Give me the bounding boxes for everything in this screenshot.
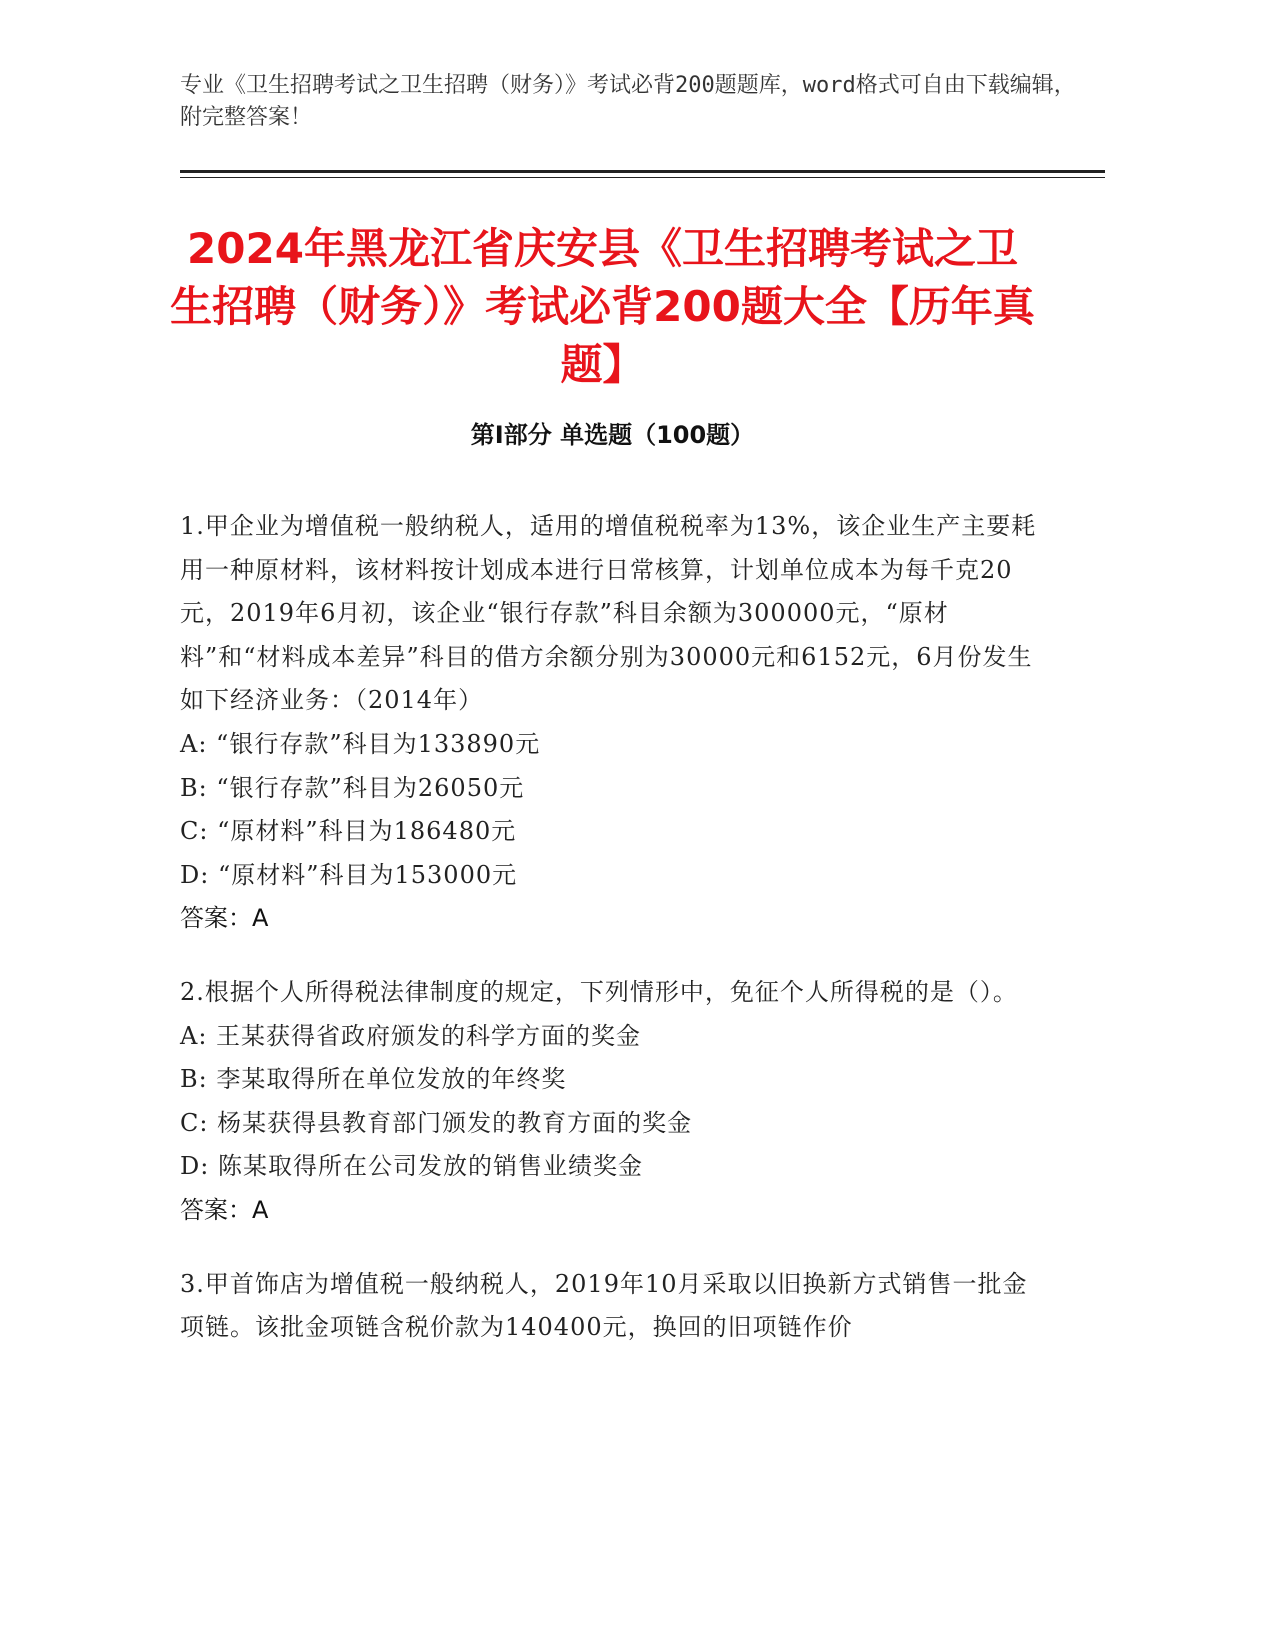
answer: 答案：A [180, 904, 269, 933]
question-1 [180, 505, 1040, 941]
option-b: B: “银行存款”科目为26050元 [180, 773, 525, 802]
question-text: 2.根据个人所得税法律制度的规定，下列情形中，免征个人所得税的是（）。 [180, 977, 1018, 1006]
question-2 [180, 971, 1040, 1233]
option-a: A: “银行存款”科目为133890元 [180, 729, 541, 758]
option-b: B: 李某取得所在单位发放的年终奖 [180, 1065, 567, 1094]
option-a: A: 王某获得省政府颁发的科学方面的奖金 [180, 1021, 642, 1050]
answer: 答案：A [180, 1195, 269, 1224]
question-list [180, 505, 1040, 1380]
header-rule-thick [180, 170, 1105, 173]
question-3 [180, 1263, 1040, 1350]
option-c: C: 杨某获得县教育部门颁发的教育方面的奖金 [180, 1108, 693, 1137]
section-title: 第I部分 单选题（100题） [470, 421, 755, 449]
question-text: 1.甲企业为增值税一般纳税人，适用的增值税税率为13%，该企业生产主要耗用一种原材料，该材料按计划成本进行日常核算，计划单位成本为每千克20元，2019年6月初，该企业“银行存款”科目余额为300000元，“原材料”和“材料成本差异”科目的借方余额分别为30000元和6152元，6月份发生如下经济业务：（2014年） [180, 512, 1037, 715]
option-d: D: “原材料”科目为153000元 [180, 860, 518, 889]
question-text: 3.甲首饰店为增值税一般纳税人，2019年10月采取以旧换新方式销售一批金项链。该批金项链含税价款为140400元，换回的旧项链作价 [180, 1269, 1028, 1342]
option-d: D: 陈某取得所在公司发放的销售业绩奖金 [180, 1152, 643, 1181]
document-header-note: 专业《卫生招聘考试之卫生招聘（财务）》考试必背200题题库，word格式可自由下载编辑，附完整答案！ [180, 73, 1076, 130]
document-title: 2024年黑龙江省庆安县《卫生招聘考试之卫生招聘（财务）》考试必背200题大全【历年真题】 [170, 224, 1035, 389]
header-rule-thin [180, 177, 1105, 178]
option-c: C: “原材料”科目为186480元 [180, 817, 517, 846]
